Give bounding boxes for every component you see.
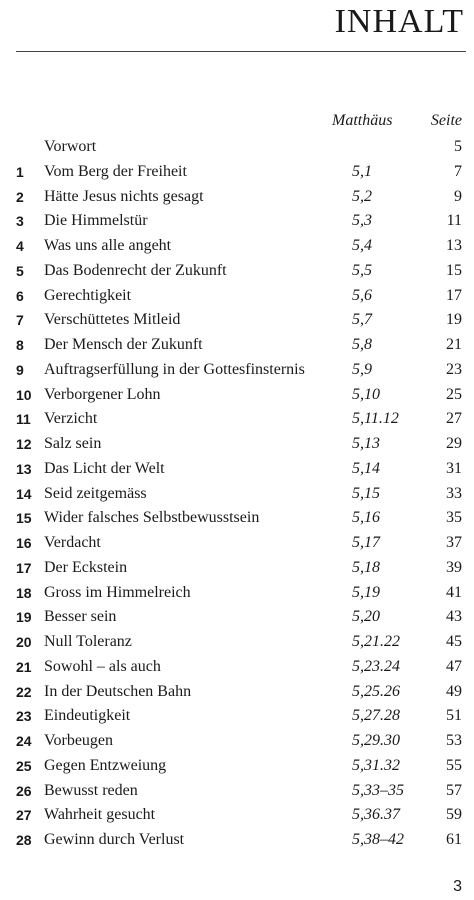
entry-number: 5 (16, 262, 24, 279)
entry-title: Die Himmelstür (44, 212, 148, 230)
entry-number: 4 (16, 238, 24, 254)
entry-number: 15 (16, 510, 32, 527)
entry-title: Das Bodenrecht der Zukunft (44, 261, 227, 279)
entry-page: 41 (446, 583, 462, 601)
entry-number: 1 (16, 163, 24, 180)
entry-number: 10 (16, 386, 32, 403)
entry-title: Gewinn durch Verlust (44, 831, 185, 848)
entry-title: Vom Berg der Freiheit (44, 162, 187, 180)
entry-matthaeus-ref: 5,15 (352, 484, 380, 502)
entry-page: 27 (446, 410, 462, 428)
entry-number: 9 (16, 361, 24, 378)
toc-entry (0, 357, 474, 382)
entry-number: 27 (16, 807, 32, 824)
entry-page: 33 (446, 484, 462, 502)
entry-title: Wider falsches Selbstbewusstsein (44, 509, 260, 527)
entry-matthaeus-ref: 5,13 (352, 435, 380, 452)
entry-title: Verborgener Lohn (44, 385, 161, 403)
toc-entry (0, 505, 474, 530)
entry-number: 11 (16, 411, 31, 428)
entry-page: 45 (446, 633, 462, 650)
entry-page: 49 (446, 682, 462, 700)
entry-matthaeus-ref: 5,5 (352, 261, 372, 279)
toc-entry (0, 580, 474, 605)
toc-entry (0, 654, 474, 679)
entry-page: 53 (446, 732, 462, 749)
toc-entry (0, 703, 474, 728)
entry-matthaeus-ref: 5,38–42 (352, 831, 404, 848)
entry-title: Der Eckstein (44, 558, 128, 576)
entry-number: 23 (16, 708, 32, 725)
page-number: 3 (453, 878, 462, 895)
entry-matthaeus-ref: 5,23.24 (352, 657, 400, 675)
entry-matthaeus-ref: 5,2 (352, 187, 372, 205)
entry-page: 19 (446, 311, 462, 329)
toc-entry (0, 530, 474, 555)
entry-title: Gegen Entzweiung (44, 756, 167, 774)
toc-entry (0, 728, 474, 753)
entry-page: 23 (446, 360, 462, 378)
toc-entry (0, 159, 474, 184)
title-rule (16, 51, 466, 52)
entry-number: 13 (16, 460, 32, 477)
toc-entry (0, 283, 474, 308)
entry-title: Salz sein (44, 435, 102, 452)
entry-number: 25 (16, 757, 32, 774)
entry-title: Was uns alle angeht (44, 237, 172, 254)
entry-page: 51 (446, 707, 462, 725)
entry-page: 39 (446, 558, 462, 576)
entry-matthaeus-ref: 5,14 (352, 459, 380, 477)
entry-title: Gerechtigkeit (44, 286, 132, 304)
entry-matthaeus-ref: 5,9 (352, 360, 372, 378)
toc-entry (0, 382, 474, 407)
entry-number: 16 (16, 535, 32, 551)
entry-matthaeus-ref: 5,4 (352, 237, 372, 254)
entry-title: Bewusst reden (44, 781, 138, 799)
entry-matthaeus-ref: 5,29.30 (352, 732, 400, 749)
entry-page: 59 (446, 806, 462, 824)
entry-number: 7 (16, 312, 24, 329)
entry-title: Verzicht (44, 410, 98, 428)
column-header-seite: Seite (430, 112, 462, 129)
entry-page: 5 (454, 138, 462, 155)
entry-title: Verdacht (44, 534, 101, 551)
toc-entry (0, 778, 474, 803)
entry-number: 26 (16, 782, 32, 799)
entry-matthaeus-ref: 5,16 (352, 509, 380, 527)
toc-entry (0, 307, 474, 332)
toc-entry (0, 604, 474, 629)
table-of-contents (0, 134, 474, 852)
entry-title: Vorbeugen (44, 732, 114, 749)
entry-title: Vorwort (44, 138, 97, 155)
entry-page: 61 (446, 831, 462, 848)
entry-matthaeus-ref: 5,25.26 (352, 682, 400, 700)
entry-page: 37 (446, 534, 462, 551)
entry-title: Auftragserfüllung in der Gottesfinsternis (44, 360, 305, 378)
entry-page: 7 (454, 162, 462, 180)
entry-matthaeus-ref: 5,31.32 (352, 756, 400, 774)
toc-entry (0, 481, 474, 506)
entry-page: 57 (446, 781, 462, 799)
entry-title: Null Toleranz (44, 633, 132, 650)
toc-entry (0, 208, 474, 233)
toc-entry (0, 802, 474, 827)
entry-number: 2 (16, 188, 24, 205)
entry-page: 31 (446, 459, 462, 477)
toc-entry (0, 233, 474, 258)
entry-page: 35 (446, 509, 462, 527)
toc-entry (0, 679, 474, 704)
page-title: INHALT (334, 3, 464, 40)
toc-entry (0, 753, 474, 778)
entry-title: Hätte Jesus nichts gesagt (44, 187, 204, 205)
column-header-matthaeus: Matthäus (332, 112, 393, 129)
entry-matthaeus-ref: 5,27.28 (352, 707, 400, 725)
entry-page: 15 (446, 261, 462, 279)
entry-matthaeus-ref: 5,10 (352, 385, 380, 403)
toc-entry (0, 431, 474, 456)
entry-title: Sowohl – als auch (44, 657, 161, 675)
entry-matthaeus-ref: 5,36.37 (352, 806, 400, 824)
entry-number: 12 (16, 436, 32, 452)
entry-page: 55 (446, 756, 462, 774)
entry-number: 3 (16, 213, 24, 230)
entry-title: Verschüttetes Mitleid (44, 311, 181, 329)
entry-number: 21 (16, 658, 32, 675)
entry-title: Der Mensch der Zukunft (44, 336, 203, 353)
entry-number: 28 (16, 832, 32, 848)
entry-matthaeus-ref: 5,21.22 (352, 633, 400, 650)
entry-title: Eindeutigkeit (44, 707, 131, 725)
entry-page: 21 (446, 336, 462, 353)
toc-entry (0, 332, 474, 357)
entry-page: 13 (446, 237, 462, 254)
entry-number: 6 (16, 287, 24, 304)
toc-entry (0, 258, 474, 283)
toc-entry (0, 456, 474, 481)
entry-page: 9 (454, 187, 462, 205)
entry-title: Wahrheit gesucht (44, 806, 156, 824)
toc-entry (0, 629, 474, 654)
entry-number: 18 (16, 584, 32, 601)
entry-page: 29 (446, 435, 462, 452)
entry-matthaeus-ref: 5,19 (352, 583, 380, 601)
entry-matthaeus-ref: 5,20 (352, 608, 380, 626)
entry-matthaeus-ref: 5,17 (352, 534, 380, 551)
entry-number: 14 (16, 485, 32, 502)
entry-matthaeus-ref: 5,33–35 (352, 781, 404, 799)
entry-number: 22 (16, 683, 32, 700)
entry-matthaeus-ref: 5,6 (352, 286, 372, 304)
entry-matthaeus-ref: 5,8 (352, 336, 372, 353)
entry-title: Gross im Himmelreich (44, 583, 191, 601)
entry-title: Das Licht der Welt (44, 459, 165, 477)
entry-matthaeus-ref: 5,1 (352, 162, 372, 180)
entry-page: 47 (446, 657, 462, 675)
entry-number: 24 (16, 733, 32, 749)
entry-matthaeus-ref: 5,7 (352, 311, 372, 329)
toc-entry (0, 406, 474, 431)
entry-page: 43 (446, 608, 462, 626)
entry-matthaeus-ref: 5,18 (352, 558, 380, 576)
entry-title: Seid zeitgemäss (44, 484, 147, 502)
entry-matthaeus-ref: 5,11.12 (352, 410, 399, 428)
entry-page: 25 (446, 385, 462, 403)
entry-number: 19 (16, 609, 32, 626)
entry-matthaeus-ref: 5,3 (352, 212, 372, 230)
entry-page: 17 (446, 286, 462, 304)
toc-entry (0, 555, 474, 580)
entry-number: 8 (16, 337, 24, 353)
entry-title: Besser sein (44, 608, 117, 626)
entry-title: In der Deutschen Bahn (44, 682, 192, 700)
entry-number: 17 (16, 559, 32, 576)
entry-number: 20 (16, 634, 32, 650)
toc-entry (0, 827, 474, 852)
toc-entry (0, 134, 474, 159)
entry-page: 11 (446, 212, 462, 230)
toc-entry (0, 184, 474, 209)
